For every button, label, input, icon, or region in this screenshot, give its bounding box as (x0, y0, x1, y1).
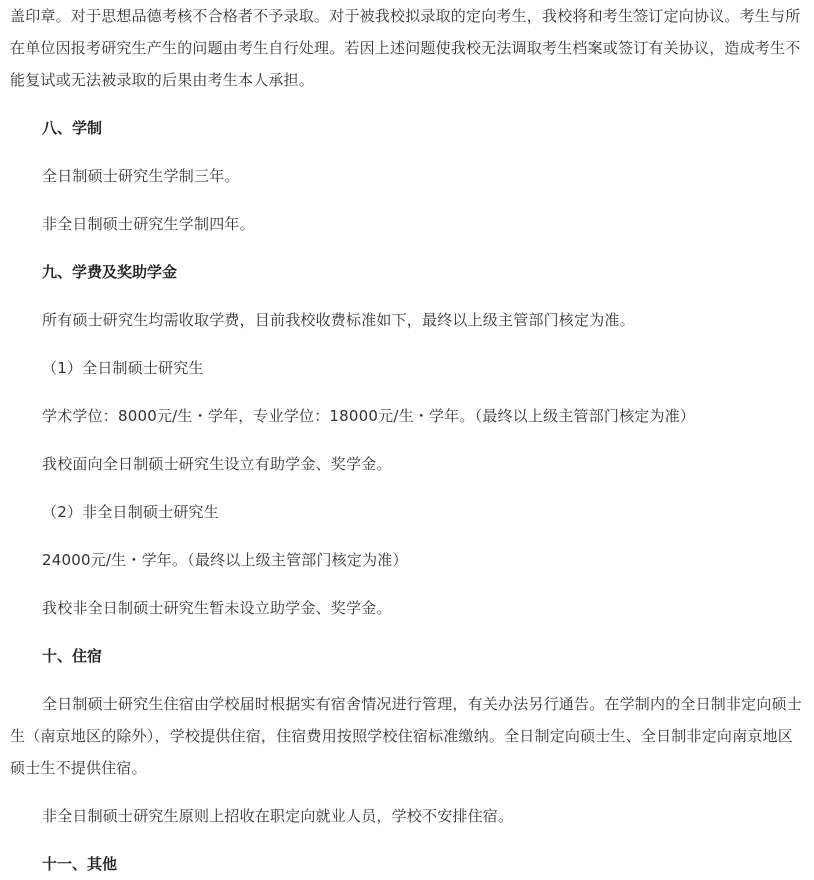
paragraph-tuition-intro: 所有硕士研究生均需收取学费，目前我校收费标准如下，最终以上级主管部门核定为准。 (42, 311, 635, 329)
heading-section-10: 十、住宿 (42, 647, 103, 665)
paragraph-fulltime-housing: 全日制硕士研究生住宿由学校届时根据实有宿舍情况进行管理，有关办法另行通告。在学制内的全日制非定向硕士生（南京地区的除外），学校提供住宿，住宿费用按照学校住宿标准缴纳。全日制定向硕士生、全日制非定向南京地区硕士生不提供住宿。 (10, 695, 803, 777)
paragraph-admission-note: 盖印章。对于思想品德考核不合格者不予录取。对于被我校拟录取的定向考生，我校将和考生签订定向协议。考生与所在单位因报考研究生产生的问题由考生自行处理。若因上述问题使我校无法调取考生档案或签订有关协议，造成考生不能复试或无法被录取的后果由考生本人承担。 (10, 7, 801, 89)
paragraph-parttime-label: （2）非全日制硕士研究生 (42, 503, 219, 521)
paragraph-fulltime-scholarship: 我校面向全日制硕士研究生设立有助学金、奖学金。 (42, 455, 392, 473)
paragraph-parttime-fees: 24000元/生・学年。（最终以上级主管部门核定为准） (42, 551, 408, 569)
heading-section-9: 九、学费及奖助学金 (42, 263, 178, 281)
paragraph-fulltime-label: （1）全日制硕士研究生 (42, 359, 204, 377)
heading-section-11: 十一、其他 (42, 855, 118, 873)
heading-section-8: 八、学制 (42, 119, 103, 137)
paragraph-parttime-scholarship: 我校非全日制硕士研究生暂未设立助学金、奖学金。 (42, 599, 392, 617)
paragraph-fulltime-duration: 全日制硕士研究生学制三年。 (42, 167, 240, 185)
document-body (10, 0, 806, 880)
paragraph-parttime-duration: 非全日制硕士研究生学制四年。 (42, 215, 255, 233)
paragraph-parttime-housing: 非全日制硕士研究生原则上招收在职定向就业人员，学校不安排住宿。 (42, 807, 514, 825)
paragraph-fulltime-fees: 学术学位：8000元/生・学年，专业学位：18000元/生・学年。（最终以上级主管部门核定为准） (42, 407, 696, 425)
